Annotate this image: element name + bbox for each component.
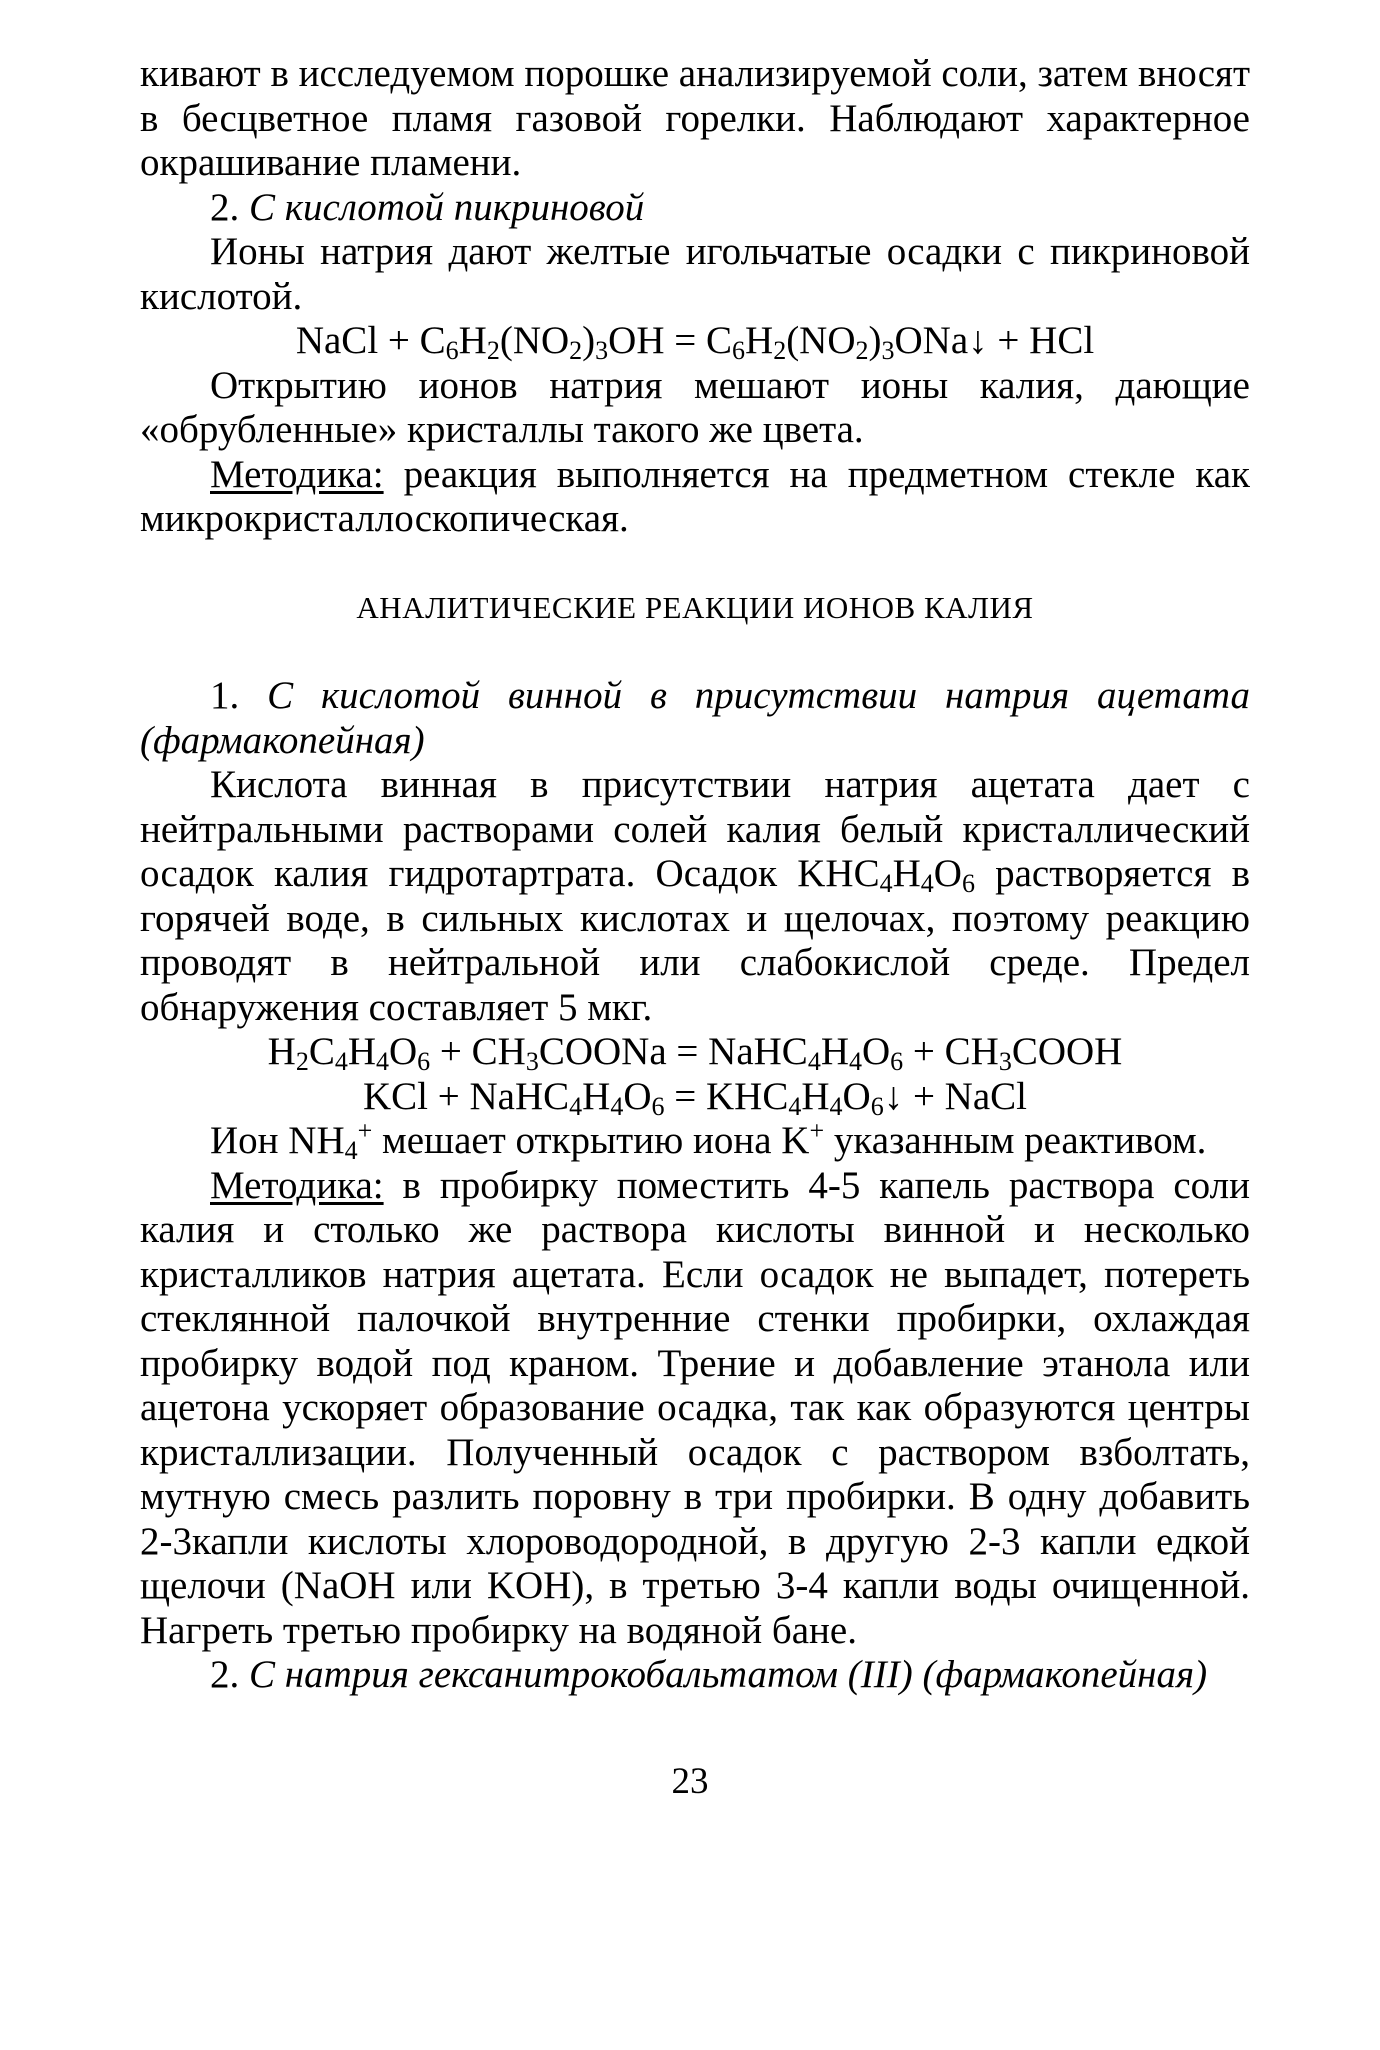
page-number: 23 [671,1761,709,1802]
item-2-number: 2. [210,185,240,229]
paragraph-ammonium-interference: Ион $NH_4^+$ мешает открытию иона K+ указанным реактивом. [210,1116,1207,1165]
k2-heading: С натрия гексанитрокобальтатом (III) (фармакопейная) [249,1653,1208,1696]
method-label: Методика: [210,452,384,496]
paragraph-method-sodium: Методика: реакция выполняется на предметном стекле как микрокристаллоскопическая. [140,452,1250,540]
paragraph-interference: Открытию ионов натрия мешают ионы калия, дающие «обрубленные» кристаллы такого же цвета. [140,363,1250,451]
k2-number: 2. [210,1653,240,1696]
k1-title [140,674,1250,763]
paragraph-sodium-picric: Ионы натрия дают желтые игольчатые осадки с пикриновой кислотой. [140,230,1250,318]
equation-sodium-picrate: NaCl + $C_6H_2(NO_2)_3OH$ = $C_6H_2(NO_2)_3ONa↓$ + HCl [295,319,1095,365]
k1-heading: С кислотой винной в присутствии натрия ацетата (фармакопейная) [140,674,1250,762]
paragraph-method-potassium: Методика: в пробирку поместить 4-5 капель раствора соли калия и столько же раствора кислоты винной и несколько кристалликов натрия ацетата. Если осадок не выпадет, потереть стеклянной палочкой внутренние стенки пробирки, охлаждая пробирку водой под краном. Трение и добавление этанола или ацетона ускоряет образование осадка, так как образуются центры кристаллизации. Полученный осадок с раствором взболтать, мутную смесь разлить поровну в три пробирки. В одну добавить 2-3капли кислоты хлороводородной, в другую 2-3 капли едкой щелочи (NaOH или KOH), в третью 3-4 капли воды очищенной. Нагреть третью пробирку на водяной бане. [140,1163,1250,1652]
k1-number: 1. [210,674,240,717]
paragraph-flame-test: кивают в исследуемом порошке анализируемой соли, затем вносят в бесцветное пламя газовой горелки. Наблюдают характерное окрашивание пламени. [140,52,1250,184]
method-label-2: Методика: [210,1163,384,1207]
equation-potassium-hydrotartrate: KCl + $NaHC_4H_4O_6$ = $KHC_4H_4O_6↓$ + NaCl [362,1074,1028,1121]
page-body [140,52,1250,1698]
equation-tartaric-acetate: $H_2C_4H_4O_6$ + $CH_3COONa$ = $NaHC_4H_4O_6$ + $CH_3COOH$ [267,1030,1123,1076]
section-heading: АНАЛИТИЧЕСКИЕ РЕАКЦИИ ИОНОВ КАЛИЯ [356,589,1034,625]
item-2-title [140,186,1250,231]
paragraph-tartaric-acid: Кислота винная в присутствии натрия ацетата дает с нейтральными растворами солей калия белый кристаллический осадок калия гидротартрата. Осадок $KHC_4H_4O_6$ растворяется в горячей воде, в сильных кислотах и щелочах, поэтому реакцию проводят в нейтральной или слабокислой среде. Предел обнаружения составляет 5 мкг. [140,763,1250,1029]
k2-title [140,1653,1250,1698]
item-2-heading: С кислотой пикриновой [249,185,645,229]
